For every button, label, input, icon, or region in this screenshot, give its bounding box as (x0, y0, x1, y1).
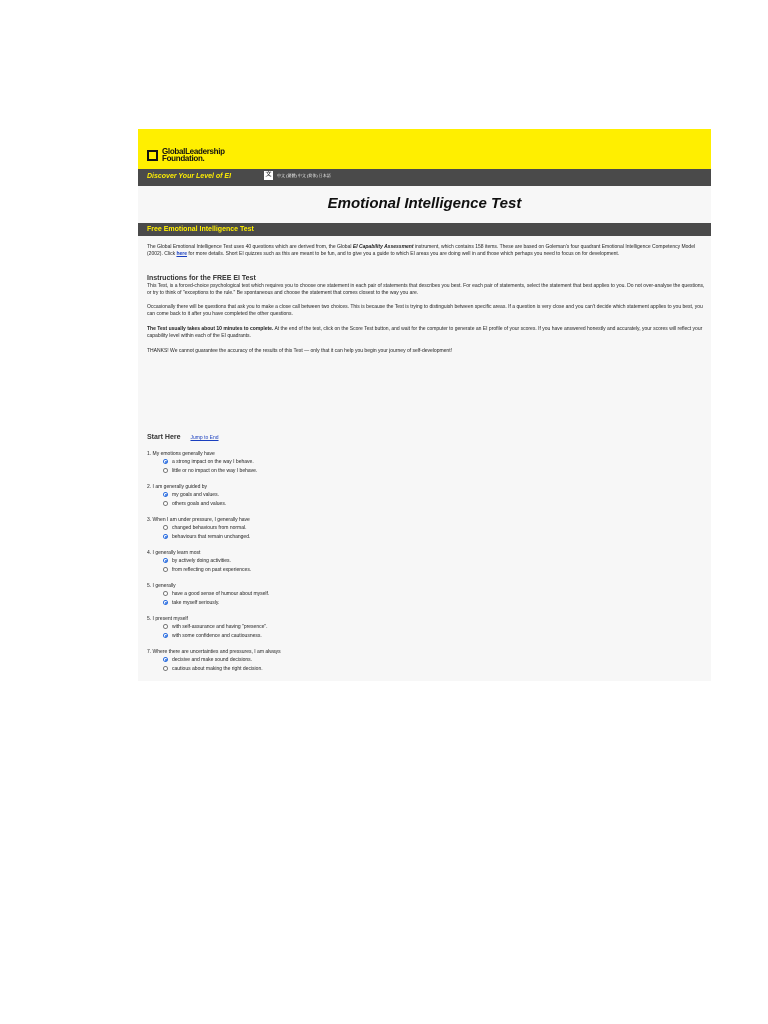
radio-button[interactable] (163, 657, 168, 662)
radio-button[interactable] (163, 666, 168, 671)
radio-button[interactable] (163, 558, 168, 563)
instructions-paragraph-1: This Test, is a forced-choice psychological test which requires you to choose one statement in each pair of statements that describes you best. For each pair of statements, select the statement that best applies to you. Do not over-analyse the questions, or try to think of "exceptions to the rule." Be spontaneous and choose the statement that comes closest to the way you are. (147, 283, 705, 296)
question-7-option-a[interactable] (163, 655, 547, 664)
question-text: 7. Where there are uncertainties and pressures, I am always (147, 649, 281, 655)
question-3-option-a[interactable] (163, 523, 547, 532)
option-label: my goals and values. (172, 491, 219, 498)
question-2-option-b[interactable] (163, 499, 547, 508)
tagline-bar (138, 169, 711, 186)
question-1-option-b[interactable] (163, 466, 547, 475)
question-text: 5. I generally (147, 583, 176, 589)
page-title: Emotional Intelligence Test (327, 195, 522, 212)
question-text: 5. I present myself (147, 616, 188, 622)
logo-mark-icon (147, 150, 158, 161)
question-1-option-a[interactable] (163, 457, 547, 466)
question-2 (147, 484, 547, 508)
radio-button[interactable] (163, 459, 168, 464)
option-label: have a good sense of humour about myself. (172, 590, 270, 597)
intro-text-2: instrument, which contains 158 items. These are based on Goleman's four quadrant Emotional Intelligence Competency Model (2002). Click (147, 244, 696, 257)
question-4-option-b[interactable] (163, 565, 547, 574)
translate-icon: 文 (265, 172, 272, 178)
radio-button[interactable] (163, 633, 168, 638)
option-label: behaviours that remain unchanged. (172, 533, 251, 540)
radio-button[interactable] (163, 492, 168, 497)
option-label: cautious about making the right decision. (172, 665, 263, 672)
option-label: with some confidence and cautiousness. (172, 632, 262, 639)
option-label: take myself seriously. (172, 599, 220, 606)
radio-button[interactable] (163, 624, 168, 629)
question-7-option-b[interactable] (163, 664, 547, 673)
instructions-paragraph-3 (147, 326, 707, 340)
logo-line-2: Foundation. (162, 154, 205, 163)
intro-paragraph (147, 244, 707, 258)
radio-button[interactable] (163, 591, 168, 596)
question-text: 3. When I am under pressure, I generally have (147, 517, 250, 523)
tagline: Discover Your Level of EI (147, 173, 232, 180)
question-6-option-b[interactable] (163, 631, 547, 640)
question-3-option-b[interactable] (163, 532, 547, 541)
question-1 (147, 451, 547, 475)
instructions-paragraph-2: Occasionally there will be questions that ask you to make a close call between two choices. This is because the Test is trying to distinguish between specific areas. If a question is very close and you can't decide which statement applies to you best, you can come back to it after you have completed the other questions. (147, 304, 703, 317)
logo-line-1: GlobalLeadership (162, 147, 225, 156)
jump-to-end-link[interactable]: Jump to End (190, 435, 219, 441)
duration-note: The Test usually takes about 10 minutes to complete. (147, 326, 274, 332)
intro-text-1: The Global Emotional Intelligence Test uses 40 questions which are derived from, the Global (147, 244, 353, 250)
test-page (138, 129, 711, 681)
question-6 (147, 616, 547, 640)
option-label: by actively doing activities. (172, 557, 231, 564)
question-6-option-a[interactable] (163, 622, 547, 631)
logo[interactable] (147, 148, 252, 162)
option-label: decisive and make sound decisions. (172, 656, 253, 663)
language-links[interactable]: 中文 (繁體) 中文 (简体) 日本語 (277, 172, 331, 178)
section-title: Free Emotional Intelligence Test (147, 226, 254, 233)
question-text: 4. I generally learn most (147, 550, 201, 556)
option-label: changed behaviours from normal. (172, 524, 247, 531)
option-label: a strong impact on the way I behave. (172, 458, 254, 465)
question-5-option-a[interactable] (163, 589, 547, 598)
instructions-text-3: At the end of the test, click on the Score Test button, and wait for the computer to generate an EI profile of your scores. If you have answered honestly and accurately, your scores will reflect your capability level within each of the EI quadrants. (147, 326, 703, 339)
start-row (147, 434, 219, 441)
question-3 (147, 517, 547, 541)
language-selector[interactable] (264, 171, 331, 180)
radio-button[interactable] (163, 534, 168, 539)
option-label: with self-assurance and having "presence". (172, 623, 268, 630)
option-label: little or no impact on the way I behave. (172, 467, 258, 474)
intro-emphasis: EI Capability Assessment (352, 244, 414, 250)
logo-text (162, 148, 252, 162)
option-label: others goals and values. (172, 500, 227, 507)
question-4 (147, 550, 547, 574)
brand-header (138, 129, 711, 169)
start-here-label: Start Here (147, 434, 181, 441)
option-label: from reflecting on past experiences. (172, 566, 252, 573)
radio-button[interactable] (163, 468, 168, 473)
intro-text-3: for more details. Short EI quizzes such as this are meant to be fun, and to give you a guide to which EI areas you are doing well in and those which perhaps you need to focus on for development. (187, 251, 620, 257)
question-2-option-a[interactable] (163, 490, 547, 499)
question-5 (147, 583, 547, 607)
radio-button[interactable] (163, 525, 168, 530)
question-text: 2. I am generally guided by (147, 484, 208, 490)
thanks-paragraph: THANKS! We cannot guarantee the accuracy of the results of this Test — only that it can help you begin your journey of self-development! (147, 348, 452, 354)
details-link[interactable]: here (176, 251, 188, 257)
question-7 (147, 649, 547, 673)
radio-button[interactable] (163, 567, 168, 572)
question-5-option-b[interactable] (163, 598, 547, 607)
section-bar (138, 223, 711, 236)
radio-button[interactable] (163, 501, 168, 506)
radio-button[interactable] (163, 600, 168, 605)
instructions-heading: Instructions for the FREE EI Test (147, 275, 256, 282)
question-4-option-a[interactable] (163, 556, 547, 565)
question-text: 1. My emotions generally have (147, 451, 215, 457)
